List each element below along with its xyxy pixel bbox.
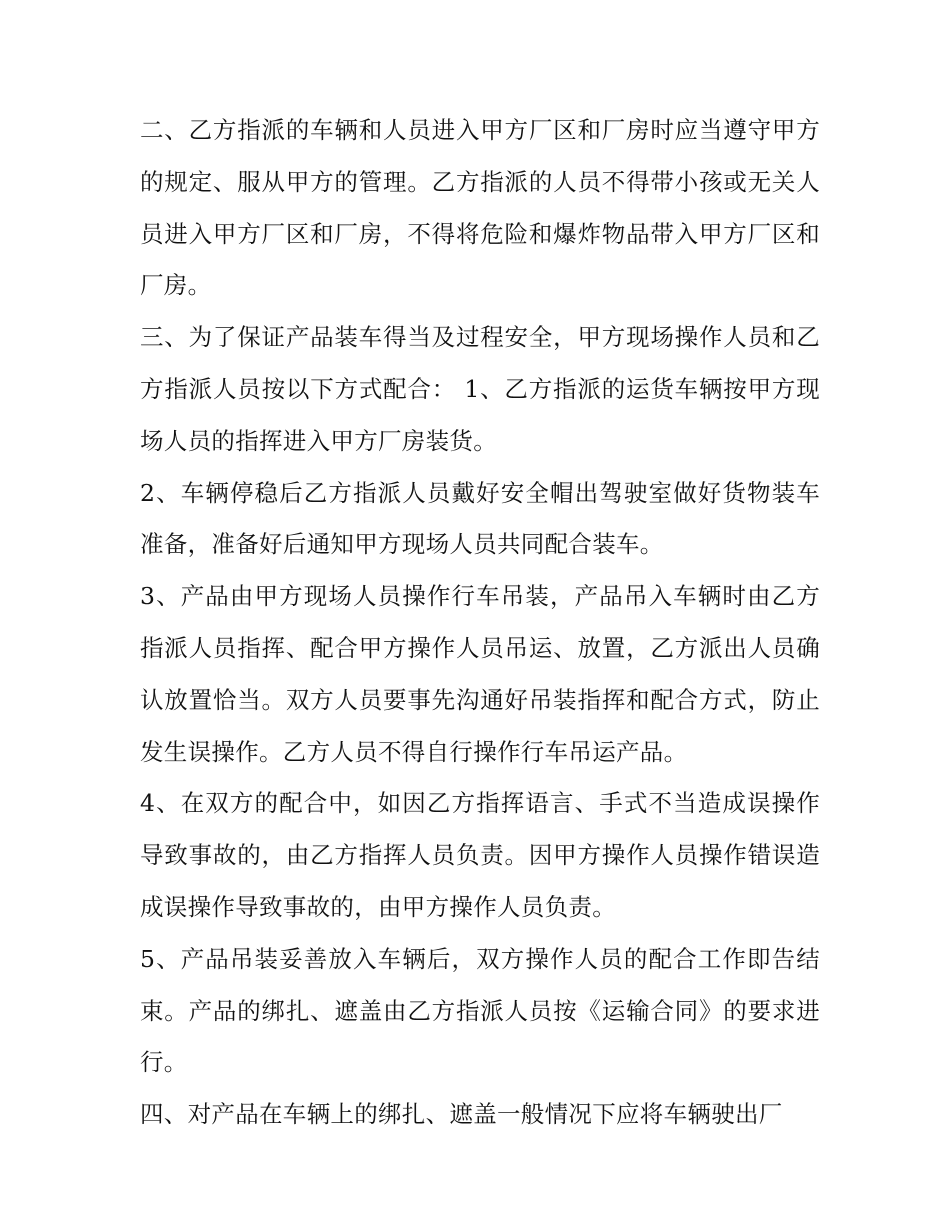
- document-page: [140, 105, 820, 1141]
- paragraph-article-4: 四、对产品在车辆上的绑扎、遮盖一般情况下应将车辆驶出厂: [140, 1100, 783, 1129]
- paragraph-article-3: 三、为了保证产品装车得当及过程安全，甲方现场操作人员和乙方指派人员按以下方式配合： 1、乙方指派的运货车辆按甲方现场人员的指挥进入甲方厂房装货。: [140, 323, 820, 455]
- paragraph-item-3: 3、产品由甲方现场人员操作行车吊装，产品吊入车辆时由乙方指派人员指挥、配合甲方操作人员吊运、放置，乙方派出人员确认放置恰当。双方人员要事先沟通好吊装指挥和配合方式，防止发生误操作。乙方人员不得自行操作行车吊运产品。: [140, 582, 820, 766]
- paragraph-item-5: 5、产品吊装妥善放入车辆后，双方操作人员的配合工作即告结束。产品的绑扎、遮盖由乙方指派人员按《运输合同》的要求进行。: [140, 944, 820, 1077]
- paragraph-item-4: 4、在双方的配合中，如因乙方指挥语言、手式不当造成误操作导致事故的，由乙方指挥人员负责。因甲方操作人员操作错误造成误操作导致事故的，由甲方操作人员负责。: [140, 789, 820, 921]
- paragraph-article-2: 二、乙方指派的车辆和人员进入甲方厂区和厂房时应当遵守甲方的规定、服从甲方的管理。乙方指派的人员不得带小孩或无关人员进入甲方厂区和厂房，不得将危险和爆炸物品带入甲方厂区和厂房。: [140, 116, 820, 300]
- paragraph-item-2: 2、车辆停稳后乙方指派人员戴好安全帽出驾驶室做好货物装车准备，准备好后通知甲方现场人员共同配合装车。: [140, 478, 820, 559]
